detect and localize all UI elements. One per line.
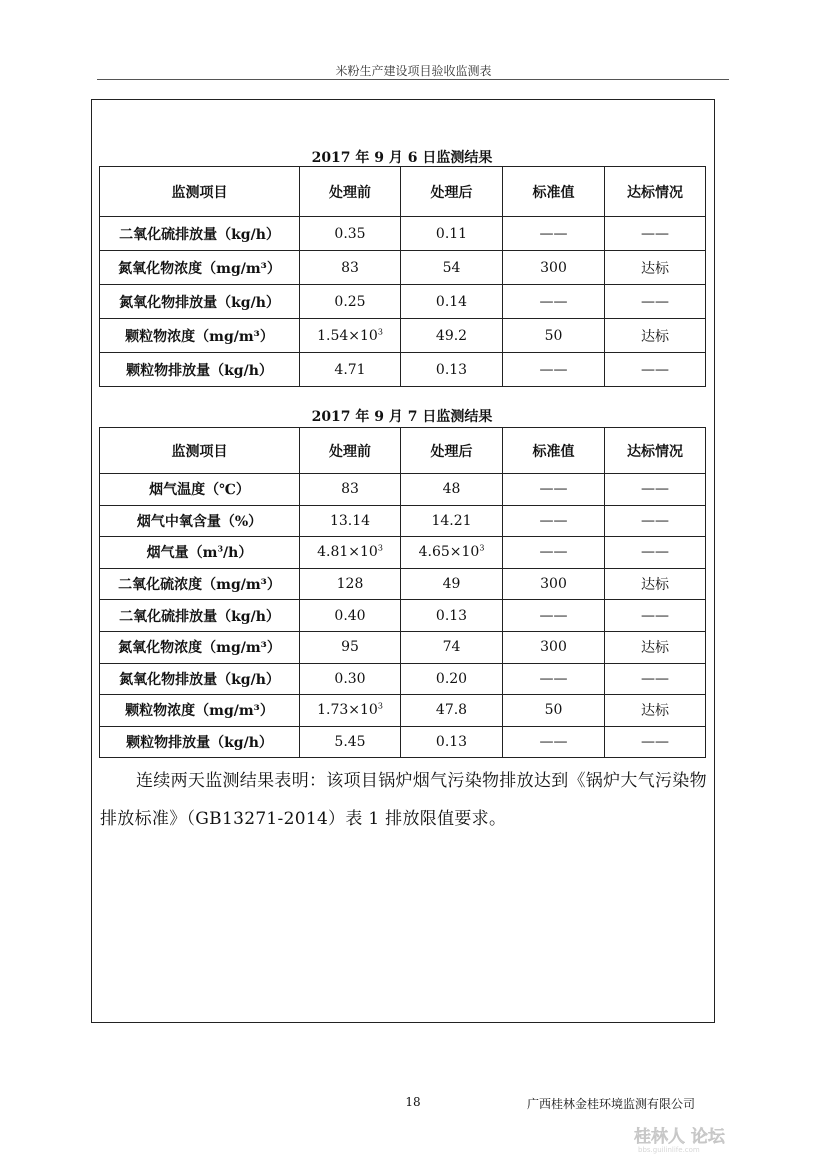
table-row [100, 353, 706, 387]
cell-after: 54 [401, 251, 503, 285]
watermark-subtext: bbs.guilinlife.com [638, 1146, 700, 1154]
item-base: 烟气量（m [146, 545, 218, 562]
conclusion-paragraph: 连续两天监测结果表明：该项目锅炉烟气污染物排放达到《锅炉大气污染物排放标准》（GB13271-2014）表 1 排放限值要求。 [100, 771, 707, 829]
cell-before: 83 [300, 474, 401, 506]
cell-status: —— [605, 600, 706, 632]
cell-item: 颗粒物排放量（kg/h） [100, 726, 300, 758]
watermark-text: 桂林人 论坛 [634, 1127, 725, 1147]
column-header-item: 监测项目 [100, 167, 300, 217]
cell-before: 5.45 [300, 726, 401, 758]
table-row [100, 505, 706, 537]
table1-caption: 2017 年 9 月 6 日监测结果 [311, 150, 493, 166]
cell-after: 14.21 [401, 505, 503, 537]
cell-after: 0.13 [401, 600, 503, 632]
value-base: 1.54×10 [317, 327, 378, 344]
monitoring-table-sep7 [99, 427, 706, 758]
cell-standard: 300 [503, 251, 605, 285]
value-base: 4.81×10 [317, 544, 378, 561]
cell-after: 0.13 [401, 353, 503, 387]
cell-standard: —— [503, 353, 605, 387]
table-row [100, 285, 706, 319]
cell-status: —— [605, 726, 706, 758]
column-header-before: 处理前 [300, 167, 401, 217]
column-header-status: 达标情况 [605, 167, 706, 217]
cell-before: 128 [300, 568, 401, 600]
table2-caption: 2017 年 9 月 7 日监测结果 [311, 409, 493, 425]
cell-before: 4.71 [300, 353, 401, 387]
cell-status: —— [605, 217, 706, 251]
cell-status: —— [605, 537, 706, 569]
cell-standard: —— [503, 285, 605, 319]
cell-after: 0.20 [401, 663, 503, 695]
page-header-title: 米粉生产建设项目验收监测表 [335, 64, 492, 78]
table-row [100, 251, 706, 285]
cell-standard: —— [503, 505, 605, 537]
cell-standard: —— [503, 217, 605, 251]
column-header-standard: 标准值 [503, 428, 605, 474]
column-header-item: 监测项目 [100, 428, 300, 474]
cell-status: 达标 [605, 251, 706, 285]
cell-status: 达标 [605, 568, 706, 600]
cell-item: 颗粒物浓度（mg/m³） [100, 319, 300, 353]
header-divider [97, 79, 729, 80]
cell-after: 0.11 [401, 217, 503, 251]
table-header-row [100, 167, 706, 217]
cell-after: 74 [401, 631, 503, 663]
value-exponent: 3 [479, 543, 485, 553]
cell-standard: 50 [503, 319, 605, 353]
value-exponent: 3 [377, 326, 383, 336]
value-exponent: 3 [377, 701, 383, 711]
cell-before: 0.25 [300, 285, 401, 319]
value-exponent: 3 [377, 543, 383, 553]
value-base: 1.73×10 [317, 702, 378, 719]
cell-after: 48 [401, 474, 503, 506]
cell-item: 二氧化硫排放量（kg/h） [100, 217, 300, 251]
cell-standard: —— [503, 663, 605, 695]
cell-standard: —— [503, 726, 605, 758]
column-header-before: 处理前 [300, 428, 401, 474]
cell-status: —— [605, 285, 706, 319]
cell-standard: 50 [503, 695, 605, 727]
table-row [100, 600, 706, 632]
item-exponent: 3 [217, 543, 224, 554]
cell-after: 0.14 [401, 285, 503, 319]
cell-item: 氮氧化物排放量（kg/h） [100, 663, 300, 695]
cell-standard: —— [503, 600, 605, 632]
cell-after: 49 [401, 568, 503, 600]
table-row [100, 568, 706, 600]
table-row [100, 663, 706, 695]
cell-item: 二氧化硫排放量（kg/h） [100, 600, 300, 632]
cell-item: 氮氧化物浓度（mg/m³） [100, 251, 300, 285]
cell-after: 0.13 [401, 726, 503, 758]
cell-status: —— [605, 663, 706, 695]
forum-watermark [630, 1124, 780, 1154]
cell-item: 二氧化硫浓度（mg/m³） [100, 568, 300, 600]
column-header-after: 处理后 [401, 167, 503, 217]
cell-before: 0.30 [300, 663, 401, 695]
column-header-after: 处理后 [401, 428, 503, 474]
monitoring-table-sep6 [99, 166, 706, 387]
cell-before [300, 537, 401, 569]
cell-before: 13.14 [300, 505, 401, 537]
cell-before: 0.40 [300, 600, 401, 632]
column-header-standard: 标准值 [503, 167, 605, 217]
cell-item: 颗粒物排放量（kg/h） [100, 353, 300, 387]
cell-item: 烟气中氧含量（%） [100, 505, 300, 537]
cell-after [401, 537, 503, 569]
table-row [100, 631, 706, 663]
cell-status: 达标 [605, 695, 706, 727]
cell-standard: —— [503, 474, 605, 506]
cell-standard: 300 [503, 631, 605, 663]
table-row [100, 537, 706, 569]
table-header-row [100, 428, 706, 474]
cell-item: 烟气温度（℃） [100, 474, 300, 506]
cell-item: 氮氧化物浓度（mg/m³） [100, 631, 300, 663]
cell-item: 氮氧化物排放量（kg/h） [100, 285, 300, 319]
column-header-status: 达标情况 [605, 428, 706, 474]
cell-status: —— [605, 505, 706, 537]
cell-item: 颗粒物浓度（mg/m³） [100, 695, 300, 727]
item-tail: /h） [223, 545, 253, 562]
table-row [100, 217, 706, 251]
cell-status: 达标 [605, 631, 706, 663]
cell-before [300, 319, 401, 353]
table-row [100, 474, 706, 506]
cell-before: 95 [300, 631, 401, 663]
cell-item [100, 537, 300, 569]
cell-standard: 300 [503, 568, 605, 600]
cell-after: 47.8 [401, 695, 503, 727]
cell-status: 达标 [605, 319, 706, 353]
cell-before [300, 695, 401, 727]
value-base: 4.65×10 [418, 544, 480, 561]
table-row [100, 695, 706, 727]
cell-standard: —— [503, 537, 605, 569]
cell-after: 49.2 [401, 319, 503, 353]
company-name: 广西桂林金桂环境监测有限公司 [527, 1097, 696, 1111]
table-row [100, 726, 706, 758]
cell-before: 83 [300, 251, 401, 285]
cell-status: —— [605, 353, 706, 387]
table-row [100, 319, 706, 353]
cell-before: 0.35 [300, 217, 401, 251]
page-number: 18 [405, 1095, 421, 1109]
cell-status: —— [605, 474, 706, 506]
